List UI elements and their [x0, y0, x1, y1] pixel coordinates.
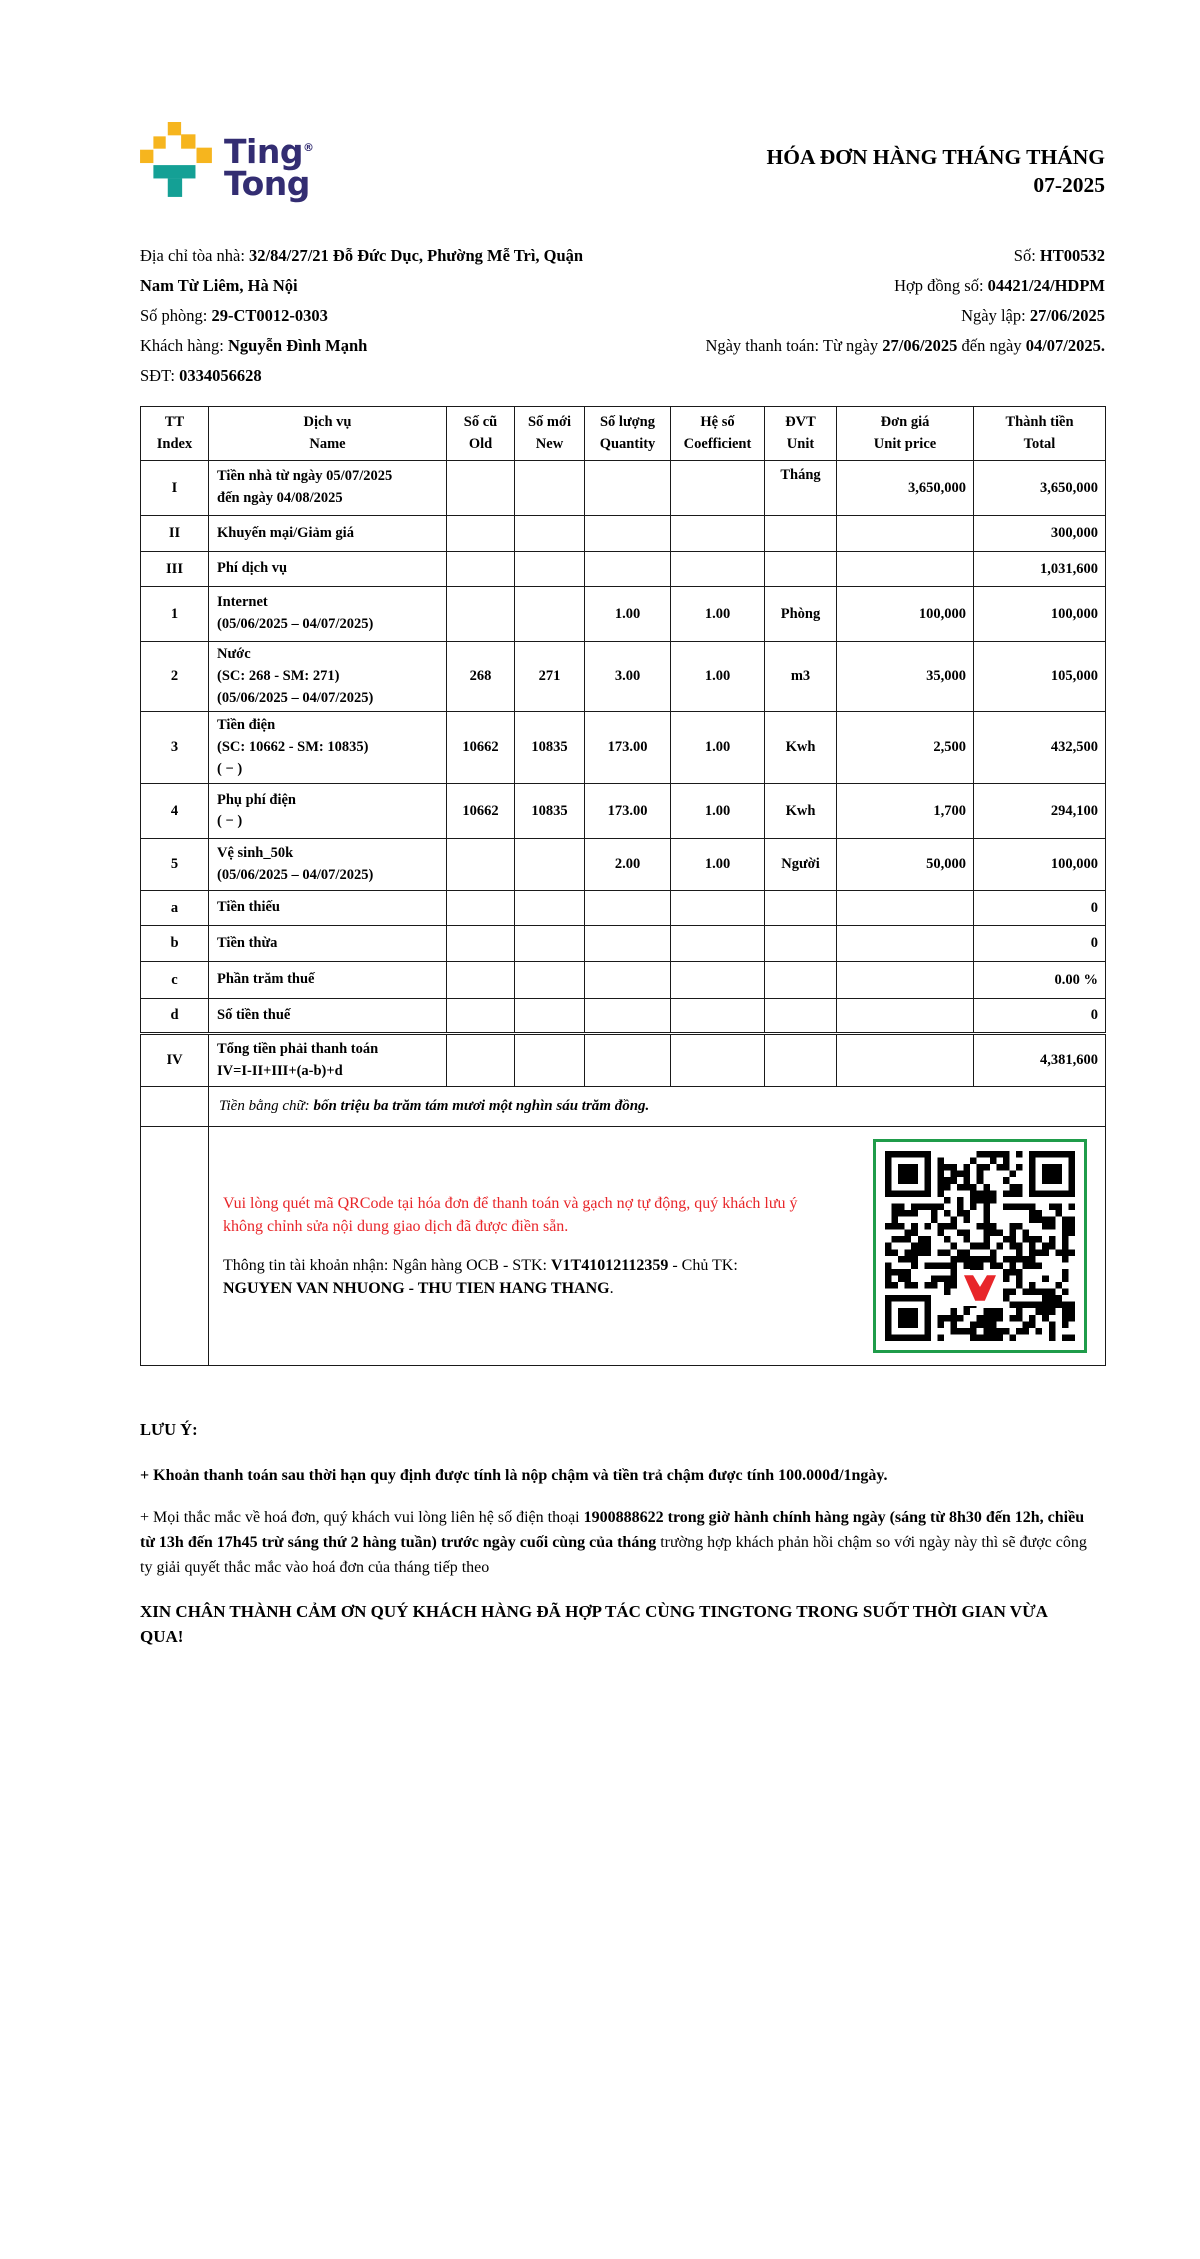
- customer-name: Khách hàng: Nguyễn Đình Mạnh: [140, 336, 368, 355]
- row-service-name: Phụ phí điện ( − ): [209, 784, 447, 839]
- table-row: [141, 784, 1106, 839]
- row-price: 3,650,000: [837, 461, 974, 516]
- row-unit: Tháng: [765, 461, 837, 516]
- table-row: [141, 642, 1106, 712]
- issue-date: Ngày lập: 27/06/2025: [961, 306, 1105, 325]
- row-service-name: Tiền nhà từ ngày 05/07/2025 đến ngày 04/08/2025: [209, 461, 447, 516]
- row-qty: [585, 891, 671, 926]
- row-new: 271: [515, 642, 585, 712]
- row-new: [515, 587, 585, 642]
- row-service-name: Nước (SC: 268 - SM: 271) (05/06/2025 – 04/07/2025): [209, 642, 447, 712]
- qr-row: [141, 1127, 1106, 1366]
- row-tt: II: [141, 516, 209, 552]
- info-row: [140, 271, 1105, 301]
- row-unit: Kwh: [765, 712, 837, 784]
- row-total: 432,500: [974, 712, 1106, 784]
- row-service-name: Internet (05/06/2025 – 04/07/2025): [209, 587, 447, 642]
- row-service-name: Phí dịch vụ: [209, 552, 447, 587]
- row-price: [837, 891, 974, 926]
- row-total: 0: [974, 926, 1106, 962]
- row-tt: III: [141, 552, 209, 587]
- row-price: [837, 552, 974, 587]
- row-unit: Người: [765, 839, 837, 891]
- col-header-coefficient: Hệ số Coefficient: [671, 407, 765, 461]
- info-row: [140, 361, 1105, 391]
- row-new: [515, 516, 585, 552]
- invoice-header: [140, 122, 1105, 205]
- row-new: [515, 999, 585, 1034]
- row-coef: [671, 962, 765, 999]
- invoice-title: HÓA ĐƠN HÀNG THÁNG THÁNG 07-2025: [766, 145, 1105, 197]
- qr-code: [873, 1139, 1087, 1353]
- table-row: [141, 712, 1106, 784]
- info-row: [140, 241, 1105, 271]
- bank-account-info: Thông tin tài khoản nhận: Ngân hàng OCB - STK: V1T41012112359 - Chủ TK: NGUYEN VAN NHUONG - THU TIEN HANG THANG.: [223, 1257, 738, 1298]
- qr-instructions: [223, 1192, 798, 1301]
- row-qty: [585, 926, 671, 962]
- row-total: 0: [974, 999, 1106, 1034]
- row-qty: [585, 461, 671, 516]
- row-price: [837, 999, 974, 1034]
- row-new: [515, 1034, 585, 1087]
- row-qty: [585, 962, 671, 999]
- row-tt: a: [141, 891, 209, 926]
- row-old: [447, 962, 515, 999]
- row-service-name: Tiền điện (SC: 10662 - SM: 10835) ( − ): [209, 712, 447, 784]
- brand-wordmark: Ting® Tong: [224, 132, 314, 204]
- row-qty: 2.00: [585, 839, 671, 891]
- row-price: 35,000: [837, 642, 974, 712]
- row-old: [447, 891, 515, 926]
- row-new: [515, 926, 585, 962]
- row-total: 1,031,600: [974, 552, 1106, 587]
- col-header-total: Thành tiền Total: [974, 407, 1106, 461]
- row-qty: [585, 552, 671, 587]
- row-total: 0: [974, 891, 1106, 926]
- invoice-number: Số: HT00532: [1013, 246, 1105, 265]
- row-new: 10835: [515, 712, 585, 784]
- row-new: 10835: [515, 784, 585, 839]
- row-unit: [765, 552, 837, 587]
- table-row: [141, 999, 1106, 1034]
- row-total: 3,650,000: [974, 461, 1106, 516]
- contract-number: Hợp đồng số: 04421/24/HDPM: [894, 276, 1105, 295]
- row-unit: [765, 962, 837, 999]
- amount-in-words-row: [141, 1087, 1106, 1127]
- row-new: [515, 891, 585, 926]
- table-row: [141, 587, 1106, 642]
- table-row: [141, 891, 1106, 926]
- building-address: Địa chỉ tòa nhà: 32/84/27/21 Đỗ Đức Dục, Phường Mễ Trì, Quận: [140, 246, 584, 265]
- room-number: Số phòng: 29-CT0012-0303: [140, 306, 328, 325]
- brand-logo: [140, 122, 313, 205]
- invoice-info: [140, 241, 1105, 391]
- payment-period: Ngày thanh toán: Từ ngày 27/06/2025 đến ngày 04/07/2025.: [705, 336, 1105, 355]
- row-tt: I: [141, 461, 209, 516]
- row-tt: 2: [141, 642, 209, 712]
- vietqr-v-icon: [957, 1270, 1003, 1306]
- row-coef: 1.00: [671, 642, 765, 712]
- table-row: [141, 461, 1106, 516]
- row-total: 100,000: [974, 587, 1106, 642]
- amount-in-words: Tiền bằng chữ: bốn triệu ba trăm tám mươi một nghìn sáu trăm đồng.: [209, 1087, 1106, 1127]
- row-service-name: Tiền thiếu: [209, 891, 447, 926]
- row-price: 2,500: [837, 712, 974, 784]
- row-unit: m3: [765, 642, 837, 712]
- row-price: 50,000: [837, 839, 974, 891]
- invoice-table: [140, 406, 1106, 1366]
- row-tt: d: [141, 999, 209, 1034]
- row-unit: [765, 516, 837, 552]
- row-service-name: Số tiền thuế: [209, 999, 447, 1034]
- row-new: [515, 552, 585, 587]
- row-total: 294,100: [974, 784, 1106, 839]
- row-new: [515, 461, 585, 516]
- row-grand-total: 4,381,600: [974, 1034, 1106, 1087]
- support-note: + Mọi thắc mắc về hoá đơn, quý khách vui lòng liên hệ số điện thoại 1900888622 trong giờ hành chính hàng ngày (sáng từ 8h30 đến 12h, chiều từ 13h đến 17h45 trừ sáng thứ 2 hàng tuần) trước ngày cuối cùng của tháng trường hợp khách phản hồi chậm so với ngày này thì sẽ được công ty giải quyết thắc mắc vào hoá đơn của tháng tiếp theo: [140, 1509, 1087, 1576]
- row-price: 100,000: [837, 587, 974, 642]
- info-row: [140, 301, 1105, 331]
- row-service-name: Phần trăm thuế: [209, 962, 447, 999]
- row-old: [447, 926, 515, 962]
- col-header-unit: ĐVT Unit: [765, 407, 837, 461]
- row-coef: 1.00: [671, 784, 765, 839]
- col-header-old: Số cũ Old: [447, 407, 515, 461]
- row-tt: 5: [141, 839, 209, 891]
- registered-mark: ®: [302, 141, 314, 154]
- row-tt: 4: [141, 784, 209, 839]
- col-header-new: Số mới New: [515, 407, 585, 461]
- row-coef: 1.00: [671, 712, 765, 784]
- row-qty: [585, 999, 671, 1034]
- row-price: [837, 1034, 974, 1087]
- row-coef: [671, 891, 765, 926]
- qr-payment-notice: Vui lòng quét mã QRCode tại hóa đơn để thanh toán và gạch nợ tự động, quý khách lưu ý không chỉnh sửa nội dung giao dịch đã được điền sẵn.: [223, 1194, 798, 1236]
- row-tt: 1: [141, 587, 209, 642]
- row-price: [837, 516, 974, 552]
- table-header-row: [141, 407, 1106, 461]
- table-row: [141, 552, 1106, 587]
- row-qty: 173.00: [585, 712, 671, 784]
- row-total: 100,000: [974, 839, 1106, 891]
- table-row: [141, 516, 1106, 552]
- row-total: 0.00 %: [974, 962, 1106, 999]
- row-coef: [671, 516, 765, 552]
- row-tt: 3: [141, 712, 209, 784]
- row-unit: [765, 891, 837, 926]
- col-header-name: Dịch vụ Name: [209, 407, 447, 461]
- customer-phone: SĐT: 0334056628: [140, 366, 262, 385]
- qr-payment-cell: [209, 1127, 1106, 1366]
- empty-cell: [141, 1127, 209, 1366]
- row-service-name: Vệ sinh_50k (05/06/2025 – 04/07/2025): [209, 839, 447, 891]
- building-address-line2: Nam Từ Liêm, Hà Nội: [140, 276, 298, 295]
- col-header-quantity: Số lượng Quantity: [585, 407, 671, 461]
- row-unit: [765, 999, 837, 1034]
- row-coef: [671, 461, 765, 516]
- row-old: [447, 999, 515, 1034]
- col-header-unit-price: Đơn giá Unit price: [837, 407, 974, 461]
- row-old: [447, 552, 515, 587]
- row-old: [447, 516, 515, 552]
- row-total: 105,000: [974, 642, 1106, 712]
- row-service-name: Tổng tiền phải thanh toán IV=I-II+III+(a-b)+d: [209, 1034, 447, 1087]
- row-old: [447, 1034, 515, 1087]
- row-total: 300,000: [974, 516, 1106, 552]
- row-tt: c: [141, 962, 209, 999]
- row-unit: [765, 926, 837, 962]
- row-qty: [585, 516, 671, 552]
- thank-you-note: XIN CHÂN THÀNH CẢM ƠN QUÝ KHÁCH HÀNG ĐÃ HỢP TÁC CÙNG TINGTONG TRONG SUỐT THỜI GIAN VỪA QUA!: [140, 1601, 1047, 1647]
- row-qty: 1.00: [585, 587, 671, 642]
- row-tt: b: [141, 926, 209, 962]
- row-old: 268: [447, 642, 515, 712]
- row-old: [447, 587, 515, 642]
- row-unit: Phòng: [765, 587, 837, 642]
- empty-cell: [141, 1087, 209, 1127]
- tingtong-logo-icon: [140, 122, 214, 205]
- row-service-name: Tiền thừa: [209, 926, 447, 962]
- row-old: [447, 461, 515, 516]
- row-old: 10662: [447, 712, 515, 784]
- row-old: [447, 839, 515, 891]
- row-qty: 3.00: [585, 642, 671, 712]
- row-qty: [585, 1034, 671, 1087]
- row-coef: [671, 552, 765, 587]
- table-total-row: [141, 1034, 1106, 1087]
- row-new: [515, 962, 585, 999]
- row-new: [515, 839, 585, 891]
- row-coef: 1.00: [671, 587, 765, 642]
- row-coef: [671, 999, 765, 1034]
- row-price: 1,700: [837, 784, 974, 839]
- table-row: [141, 839, 1106, 891]
- info-row: [140, 331, 1105, 361]
- row-service-name: Khuyến mại/Giảm giá: [209, 516, 447, 552]
- row-coef: [671, 1034, 765, 1087]
- row-coef: 1.00: [671, 839, 765, 891]
- row-coef: [671, 926, 765, 962]
- notes-heading: LƯU Ý:: [140, 1420, 198, 1440]
- row-old: 10662: [447, 784, 515, 839]
- footer-notes: [140, 1420, 1095, 1649]
- row-qty: 173.00: [585, 784, 671, 839]
- row-price: [837, 962, 974, 999]
- row-price: [837, 926, 974, 962]
- row-unit: Kwh: [765, 784, 837, 839]
- row-tt: IV: [141, 1034, 209, 1087]
- row-unit: [765, 1034, 837, 1087]
- late-fee-note: + Khoản thanh toán sau thời hạn quy định được tính là nộp chậm và tiền trả chậm được tính 100.000đ/1ngày.: [140, 1467, 888, 1485]
- table-row: [141, 962, 1106, 999]
- table-row: [141, 926, 1106, 962]
- col-header-index: TT Index: [141, 407, 209, 461]
